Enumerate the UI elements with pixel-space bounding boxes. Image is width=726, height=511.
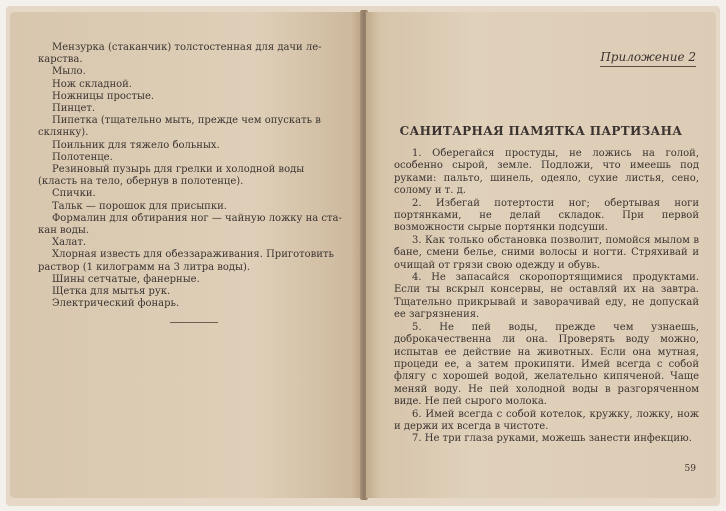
memo-paragraph: 4. Не запасайся скоропортящимися продуктами. Если ты вскрыл консервы, не оставляй их на завтра. Тщательно прикрывай и заворачивай еду, не допускай ее загрязнения. [394, 272, 699, 321]
memo-paragraph: 6. Имей всегда с собой котелок, кружку, ложку, нож и держи их всегда в чистоте. [394, 408, 699, 432]
page-heading: САНИТАРНАЯ ПАМЯТКА ПАРТИЗАНА [399, 124, 683, 138]
list-line: раствор (1 килограмм на 3 литра воды). [38, 261, 251, 273]
memo-paragraph: 2. Избегай потертости ног; обертывая ноги портянками, не делай складок. При первой возможности сырые портянки подсуши. [394, 197, 699, 234]
list-line: (класть на тело, обернув в полотенце). [38, 176, 244, 188]
list-line: склянку). [38, 127, 89, 139]
list-line: Нож складной. [52, 78, 132, 90]
list-line: Шины сетчатые, фанерные. [52, 273, 200, 285]
list-line: Халат. [52, 237, 87, 249]
memo-text [394, 148, 699, 446]
list-line: Мензурка (стаканчик) толстостенная для дачи ле- [52, 42, 322, 53]
list-line: Ножницы простые. [52, 90, 155, 102]
list-line: Щетка для мытья рук. [52, 286, 171, 298]
list-line: Полотенце. [52, 151, 113, 163]
right-page [366, 12, 716, 498]
list-line: кан воды. [38, 225, 90, 237]
memo-paragraph: 7. Не три глаза руками, можешь занести инфекцию. [412, 433, 692, 445]
list-line: Поильник для тяжело больных. [52, 139, 220, 151]
appendix-label: Приложение 2 [600, 50, 696, 67]
list-line: Хлорная известь для обеззараживания. Приготовить [52, 249, 334, 261]
supply-list [38, 42, 348, 310]
list-line: Электрический фонарь. [52, 298, 180, 310]
list-line: Мыло. [52, 66, 86, 78]
open-book [6, 6, 720, 506]
list-line: Пинцет. [52, 103, 96, 115]
memo-paragraph: 1. Оберегайся простуды, не ложись на голой, особенно сырой, земле. Подложи, что имеешь под руками: пальто, шинель, одеяло, сухие листья, сено, солому и т. д. [394, 148, 699, 197]
list-line: карства. [38, 54, 83, 66]
list-line: Тальк — порошок для присыпки. [52, 200, 227, 212]
list-line: Пипетка (тщательно мыть, прежде чем опускать в [52, 115, 321, 127]
list-line: Резиновый пузырь для грелки и холодной воды [52, 164, 305, 176]
left-page [10, 12, 362, 498]
section-divider [170, 322, 218, 323]
list-line: Формалин для обтирания ног — чайную ложку на ста- [52, 212, 342, 224]
list-line: Спички. [52, 188, 96, 200]
memo-paragraph: 3. Как только обстановка позволит, помойся мылом в бане, смени белье, сними волосы и ногти. Стряхивай и очищай от грязи свою одежду и обувь. [394, 234, 699, 271]
page-number: 59 [684, 464, 696, 474]
memo-paragraph: 5. Не пей воды, прежде чем узнаешь, доброкачественна ли она. Проверять воду можно, испытав ее действие на животных. Если она мутная, процеди ее, а затем прокипяти. Имей всегда с собой флягу с хорошей водой, желательно кипяченой. Чаще меняй воду. Не пей холодной воды в разгоряченном виде. Не пей сырого молока. [394, 321, 699, 408]
